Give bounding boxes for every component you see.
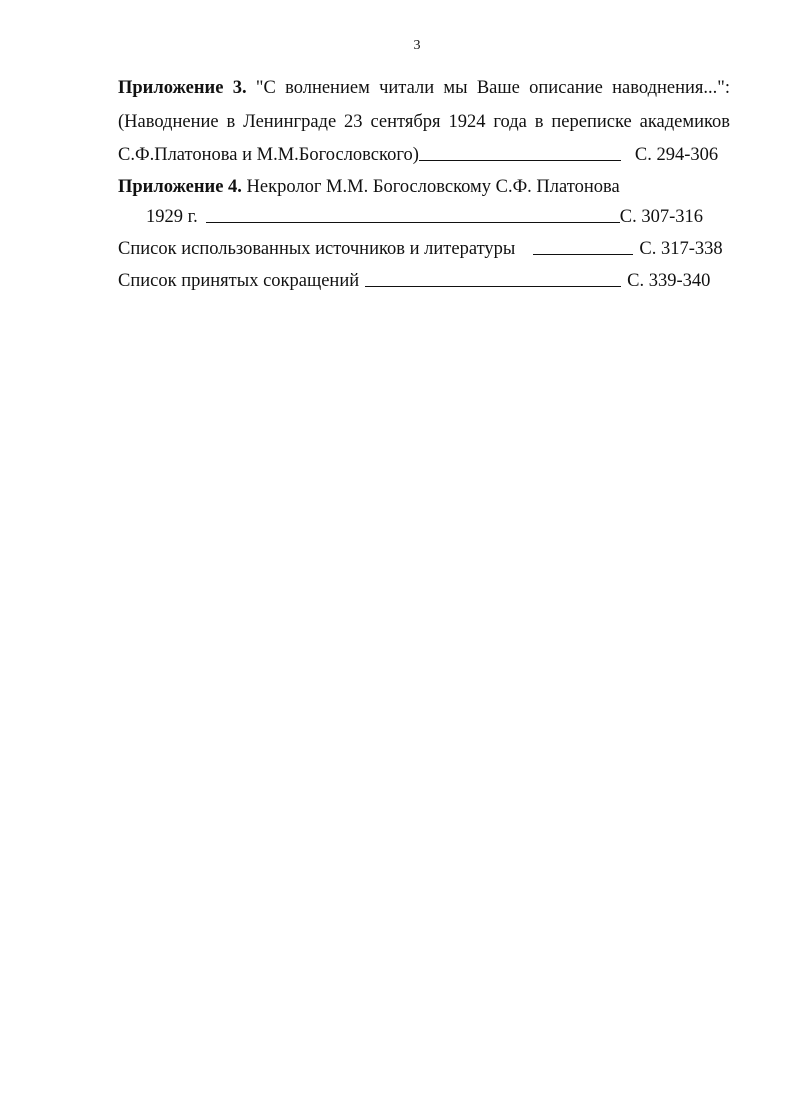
toc-entry-appendix-3-line-2 [118,110,730,134]
appendix-3-title-line-2: (Наводнение в Ленинграде 23 сентября 1924 года в переписке академиков [118,112,730,132]
toc-entry-appendix-4-line-1 [118,175,620,199]
appendix-4-title-line-1: Некролог М.М. Богословскому С.Ф. Платонова [246,177,620,197]
appendix-3-pages: С. 294-306 [634,145,719,165]
toc-entry-abbreviations [118,269,710,293]
dot-leader [419,159,621,161]
abbreviations-pages: С. 339-340 [627,271,711,291]
sources-pages: С. 317-338 [639,239,723,259]
toc-entry-sources [118,237,723,261]
appendix-3-title-line-3: С.Ф.Платонова и М.М.Богословского) [118,145,419,165]
toc-entry-appendix-4-line-2 [146,205,703,229]
dot-leader [365,285,621,287]
abbreviations-title: Список принятых сокращений [118,271,360,291]
sources-title: Список использованных источников и литературы [118,239,516,259]
dot-leader [533,253,633,255]
page-number: 3 [413,38,421,53]
appendix-4-title-line-2: 1929 г. [146,207,198,227]
toc-entry-appendix-3-line-1 [118,76,730,100]
appendix-4-pages: С. 307-316 [619,207,704,227]
appendix-3-label: Приложение 3. [118,78,247,98]
dot-leader [206,221,620,223]
appendix-3-title-line-1: "С волнением читали мы Ваше описание наводнения...": [255,78,730,98]
appendix-4-label: Приложение 4. [118,177,242,197]
toc-entry-appendix-3-line-3 [118,143,718,167]
